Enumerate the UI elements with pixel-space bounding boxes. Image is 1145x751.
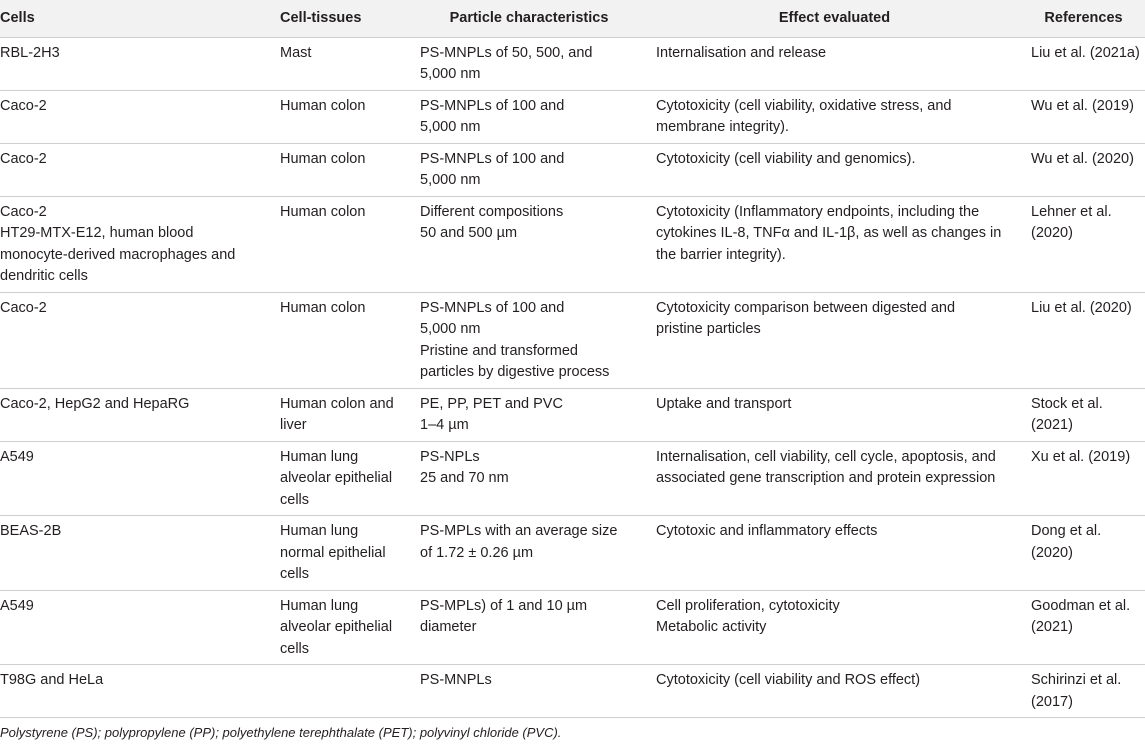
cell-tissue-cell [280,90,411,143]
cell-name-line: BEAS-2B [0,523,62,539]
particle-characteristics-cell [411,37,647,90]
reference-line: Stock et al. [1031,395,1103,412]
reference-line: (2020) [1031,544,1073,561]
reference-cell [1022,292,1145,388]
effect-evaluated-line: membrane integrity). [656,119,789,135]
effect-evaluated-cell [647,441,1022,516]
table-body [0,37,1145,718]
effect-evaluated-line: Cytotoxic and inflammatory effects [656,523,878,539]
effect-evaluated-line: Cytotoxicity (cell viability and genomics). [656,150,916,167]
effect-evaluated-cell [647,196,1022,292]
cell-tissue-line: normal epithelial [280,544,386,561]
table-row [0,37,1145,90]
cell-tissue-cell [280,516,411,591]
reference-line: Schirinzi et al. [1031,672,1122,688]
cell-name-cell [0,90,280,143]
reference-cell [1022,665,1145,718]
cell-tissue-line: Human colon and [280,395,394,412]
particle-characteristics-cell [411,441,647,516]
cell-tissue-cell [280,292,411,388]
effect-evaluated-line: Cytotoxicity (cell viability and ROS effect) [656,672,921,688]
particle-characteristics-cell [411,143,647,196]
reference-line: Liu et al. (2020) [1031,299,1132,316]
particle-characteristics-line: 5,000 nm [420,321,481,337]
cell-name-line: T98G and HeLa [0,672,104,688]
cell-name-cell [0,516,280,591]
cell-name-line: Caco-2 [0,203,47,220]
particle-characteristics-line: PS-MNPLs of 100 and [420,150,565,167]
cell-tissue-cell [280,441,411,516]
particle-characteristics-line: 5,000 nm [420,119,481,135]
cell-tissue-cell [280,590,411,665]
table-footnote: Polystyrene (PS); polypropylene (PP); polyethylene terephthalate (PET); polyvinyl chloride (PVC). [0,725,562,740]
effect-evaluated-line: the barrier integrity). [656,246,786,263]
effect-evaluated-cell [647,590,1022,665]
table-row [0,90,1145,143]
effect-evaluated-cell [647,665,1022,718]
effect-evaluated-line: cytokines IL-8, TNFα and IL-1β, as well as changes in [656,225,1002,241]
particle-characteristics-line: 1–4 µm [420,417,469,433]
cell-tissue-cell [280,37,411,90]
cell-name-cell [0,441,280,516]
reference-line: Wu et al. (2020) [1031,150,1134,167]
cell-name-line: Caco-2, HepG2 and HepaRG [0,395,190,412]
particle-characteristics-line: PS-MPLs with an average size [420,523,618,539]
cell-tissue-line: cells [280,640,310,657]
particle-characteristics-line: PS-MNPLs of 100 and [420,299,565,316]
cell-name-line: monocyte-derived macrophages and [0,246,236,263]
table-row [0,516,1145,591]
effect-evaluated-line: Cytotoxicity comparison between digested and [656,299,956,316]
particle-characteristics-line: PS-NPLs [420,448,480,465]
reference-cell [1022,196,1145,292]
reference-line: (2021) [1031,619,1073,635]
reference-line: Liu et al. (2021a) [1031,44,1140,61]
particle-characteristics-line: Pristine and transformed [420,342,578,359]
particle-characteristics-cell [411,90,647,143]
reference-line: Lehner et al. [1031,203,1112,220]
cell-tissue-line: liver [280,417,307,433]
cell-name-cell [0,196,280,292]
header-particle-characteristics: Particle characteristics [411,0,647,37]
cell-tissue-cell [280,388,411,441]
reference-line: (2017) [1031,693,1073,710]
particle-characteristics-line: PS-MNPLs of 50, 500, and [420,44,593,61]
cell-name-line: Caco-2 [0,150,47,167]
particle-characteristics-line: Different compositions [420,203,564,220]
cell-name-cell [0,388,280,441]
cell-name-cell [0,292,280,388]
cell-tissue-line: cells [280,491,310,508]
effect-evaluated-line: Cell proliferation, cytotoxicity [656,597,840,614]
particle-characteristics-line: PE, PP, PET and PVC [420,395,563,412]
cell-tissue-cell [280,196,411,292]
effect-evaluated-line: Cytotoxicity (cell viability, oxidative stress, and [656,97,952,114]
cell-name-line: RBL-2H3 [0,44,60,61]
reference-line: Dong et al. [1031,523,1102,539]
cell-name-cell [0,665,280,718]
effect-evaluated-cell [647,37,1022,90]
reference-line: Goodman et al. [1031,597,1131,614]
reference-line: Xu et al. (2019) [1031,448,1131,465]
header-cell-tissues: Cell-tissues [280,0,411,37]
cell-tissue-line: Human colon [280,203,366,220]
effect-evaluated-cell [647,388,1022,441]
table-row [0,665,1145,718]
table-row [0,388,1145,441]
particle-characteristics-line: 5,000 nm [420,172,481,188]
reference-line: (2021) [1031,417,1073,433]
cell-tissue-line: Human lung [280,448,359,465]
reference-cell [1022,590,1145,665]
cell-tissue-line: Human lung [280,597,359,614]
reference-cell [1022,441,1145,516]
reference-line: (2020) [1031,225,1073,241]
reference-cell [1022,90,1145,143]
cell-tissue-line: Human colon [280,299,366,316]
cell-name-cell [0,143,280,196]
header-references: References [1022,0,1145,37]
particle-characteristics-line: 5,000 nm [420,66,481,82]
header-row [0,0,1145,37]
reference-cell [1022,516,1145,591]
particle-characteristics-line: 25 and 70 nm [420,470,509,486]
particle-characteristics-cell [411,665,647,718]
cell-tissue-line: Mast [280,44,312,61]
particle-characteristics-cell [411,196,647,292]
cell-tissue-cell [280,143,411,196]
cell-tissue-cell [280,665,411,718]
cell-name-line: Caco-2 [0,97,47,114]
particle-characteristics-cell [411,516,647,591]
effect-evaluated-line: Internalisation, cell viability, cell cycle, apoptosis, and [656,448,996,465]
table-header [0,0,1145,37]
particle-characteristics-line: of 1.72 ± 0.26 µm [420,544,534,561]
cell-tissue-line: alveolar epithelial [280,619,393,635]
cell-tissue-line: Human colon [280,150,366,167]
particle-characteristics-cell [411,292,647,388]
header-cells: Cells [0,0,280,37]
cell-name-cell [0,590,280,665]
particle-characteristics-line: PS-MPLs) of 1 and 10 µm [420,597,588,614]
header-effect-evaluated: Effect evaluated [647,0,1022,37]
reference-cell [1022,388,1145,441]
cell-tissue-line: alveolar epithelial [280,470,393,486]
reference-cell [1022,37,1145,90]
effect-evaluated-line: Metabolic activity [656,619,767,635]
effect-evaluated-cell [647,516,1022,591]
cell-name-cell [0,37,280,90]
cell-name-line: Caco-2 [0,299,47,316]
table-row [0,292,1145,388]
particle-characteristics-cell [411,388,647,441]
effect-evaluated-line: pristine particles [656,321,761,337]
particle-characteristics-line: PS-MNPLs [420,672,492,688]
effect-evaluated-line: Cytotoxicity (Inflammatory endpoints, including the [656,203,980,220]
particle-characteristics-line: PS-MNPLs of 100 and [420,97,565,114]
particle-characteristics-line: 50 and 500 µm [420,225,518,241]
cell-name-line: dendritic cells [0,268,88,284]
effect-evaluated-line: Internalisation and release [656,44,827,61]
cell-name-line: HT29-MTX-E12, human blood [0,225,194,241]
effect-evaluated-cell [647,90,1022,143]
table-row [0,196,1145,292]
cell-tissue-line: Human colon [280,97,366,114]
effect-evaluated-cell [647,292,1022,388]
effect-evaluated-line: Uptake and transport [656,395,792,412]
effect-evaluated-cell [647,143,1022,196]
reference-cell [1022,143,1145,196]
cell-tissue-line: cells [280,566,310,582]
cell-name-line: A549 [0,448,34,465]
table-row [0,590,1145,665]
table-row [0,143,1145,196]
cell-tissue-line: Human lung [280,523,359,539]
particle-characteristics-cell [411,590,647,665]
particle-characteristics-line: diameter [420,619,477,635]
table-row [0,441,1145,516]
reference-line: Wu et al. (2019) [1031,97,1134,114]
particle-characteristics-line: particles by digestive process [420,364,610,380]
cell-name-line: A549 [0,597,34,614]
effect-evaluated-line: associated gene transcription and protein expression [656,470,996,486]
